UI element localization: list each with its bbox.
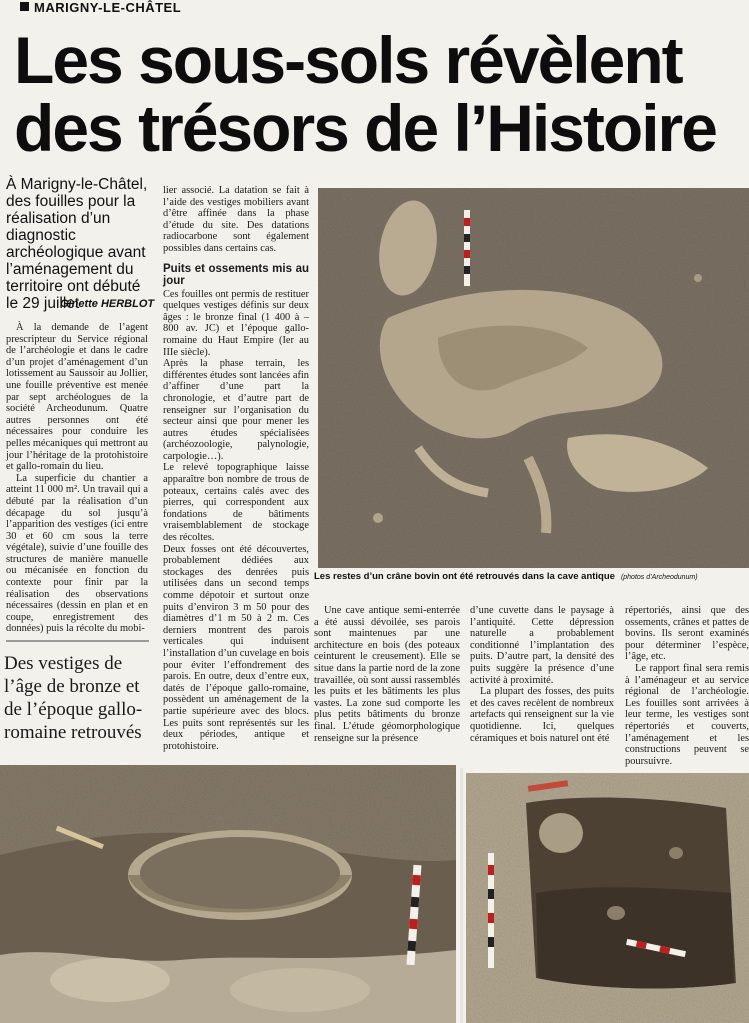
article-column-5 [625, 605, 749, 767]
paragraph: La plupart des fosses, des puits et des caves recèlent de nombreux artefacts qui renseignent sur la vie quotidienne. Ici, quelques céramiques et bois naturel ont été [470, 686, 614, 744]
paragraph: Ces fouilles ont permis de restituer quelques vestiges définis sur deux âges : le bronze final (1 400 à – 800 av. JC) et l’époque gallo-romaine du Haut Empire (Ier au IIIe siècle). [163, 288, 309, 358]
paragraph: lier associé. La datation se fait à l’aide des vestiges mobiliers avant d’être affinée dans la phase d’étude du site. Des datations radiocarbone sont également possibles dans certains cas. [163, 185, 309, 254]
lede: À Marigny-le-Châtel, des fouilles pour la réalisation d’un diagnostic archéologique avant l’aménagement du territoire ont débuté le 29 juillet [6, 176, 148, 312]
subheading: Puits et ossements mis au jour [163, 262, 309, 287]
caption-text: Les restes d’un crâne bovin ont été retrouvés dans la cave antique [314, 571, 615, 582]
photo-caption [314, 571, 749, 582]
section-label [20, 0, 181, 15]
headline-line-2: des trésors de l’Histoire [14, 91, 716, 165]
photo-divider [460, 768, 463, 1023]
paragraph: Après la phase terrain, les différentes études sont lancées afin d’affiner d’une part la chronologie, et d’autre part de renseigner sur l’organisation du secteur ainsi que pour mener les autres études spécialisées (archéozoologie, palynologie, carpologie…). [163, 358, 309, 462]
headline [14, 23, 744, 165]
square-bullet-icon [20, 2, 29, 11]
paragraph: répertoriés, ainsi que des ossements, crânes et pattes de bovins. Ils seront examinés pour déterminer l’espèce, l’âge, etc. [625, 605, 749, 663]
paragraph: d’une cuvette dans le paysage à l’antiquité. Cette dépression naturelle a probablement conditionné l’implantation des puits. D’autre part, la densité des puits suggère la présence d’une activité à proximité. [470, 605, 614, 686]
paragraph: Le relevé topographique laisse apparaître bon nombre de trous de poteaux, certains calés avec des pierres, qui correspondent aux fondations de bâtiments vraisemblablement de stockage des récoltes. [163, 462, 309, 544]
article-column-2 [163, 185, 309, 752]
skull-photo-illustration [318, 188, 749, 568]
paragraph: Le rapport final sera remis à l’aménageur et au service régional de l’archéologie. Les fouilles sont arrivées à leur terme, les vestiges sont répertoriés et couverts, l’aménagement et les constructions peuvent se poursuivre. [625, 662, 749, 767]
article-column-1 [6, 322, 148, 635]
pull-quote: Des vestiges de l’âge de bronze et de l’époque gallo-romaine retrouvés [4, 653, 143, 743]
section-name: MARIGNY-LE-CHÂTEL [34, 0, 182, 15]
headline-line-1: Les sous-sols révèlent [14, 23, 682, 97]
article-column-4 [470, 605, 614, 744]
section-cut-photo [466, 773, 749, 1023]
paragraph: La superficie du chantier a atteint 11 000 m². Un travail qui a débuté par la réalisation d’un décapage du sol jusqu’à l’apparition des vestiges (ici entre 30 et 60 cm sous la terre végétale), suivie d’une fouille des structures de manière manuelle ou mécanisée en fonction du contexte pour finir par la réalisation des observations nécessaires (dessin en plan et en coupe, enregistrement des données) puis la récolte du mobi- [6, 472, 148, 635]
paragraph: À la demande de l’agent prescripteur du Service régional de l’archéologie et dans le cadre d’un projet d’aménagement d’un lotissement au Saussoir au Jollier, une fouille préventive est menée par sept archéologues de la société Archeodunum. Quatre autres personnes ont été nécessaires pour conduire les pelles mécaniques qui mettront au jour l’héritage de la protohistoire et gallo-romain du lieu. [6, 322, 148, 473]
well-photo-illustration [0, 765, 456, 1023]
paragraph: Une cave antique semi-enterrée a été aussi dévoilée, ses parois sont maintenues par une architecture en bois (des poteaux ceinturent le creusement). Elle se situe dans la partie nord de la zone travaillée, où sont aussi rassemblés les puits et les bâtiments les plus vastes. La zone sud comporte les plus petits bâtiments du bronze final. L’étude géomorphologique renseigne sur la présence [314, 605, 460, 744]
section-photo-illustration [466, 773, 749, 1023]
paragraph: Deux fosses ont été découvertes, probablement dédiées aux stockages des denrées puis utilisées dans un second temps comme dépotoir et surtout onze puits d’environ 3 m 50 pour des diamètres d’1 m 50 à 2 m. Ces derniers montrent des parois verticales qui induisent l’installation d’un cuvelage en bois pour éviter l’effondrement des parois. En outre, deux d’entre eux, datés de l’époque gallo-romaine, possèdent un aménagement de la partie supérieure avec des blocs. Les puits sont représentés sur les deux périodes, antique et protohistoire. [163, 543, 310, 752]
well-excavation-photo [0, 765, 456, 1023]
divider-rule [6, 640, 149, 642]
photo-credit: (photos d’Archeodunum) [620, 574, 698, 581]
bovine-skull-photo [318, 188, 749, 568]
byline: Ginette HERBLOT [60, 298, 155, 310]
article-column-3 [314, 605, 460, 744]
scale-bar [464, 210, 470, 286]
